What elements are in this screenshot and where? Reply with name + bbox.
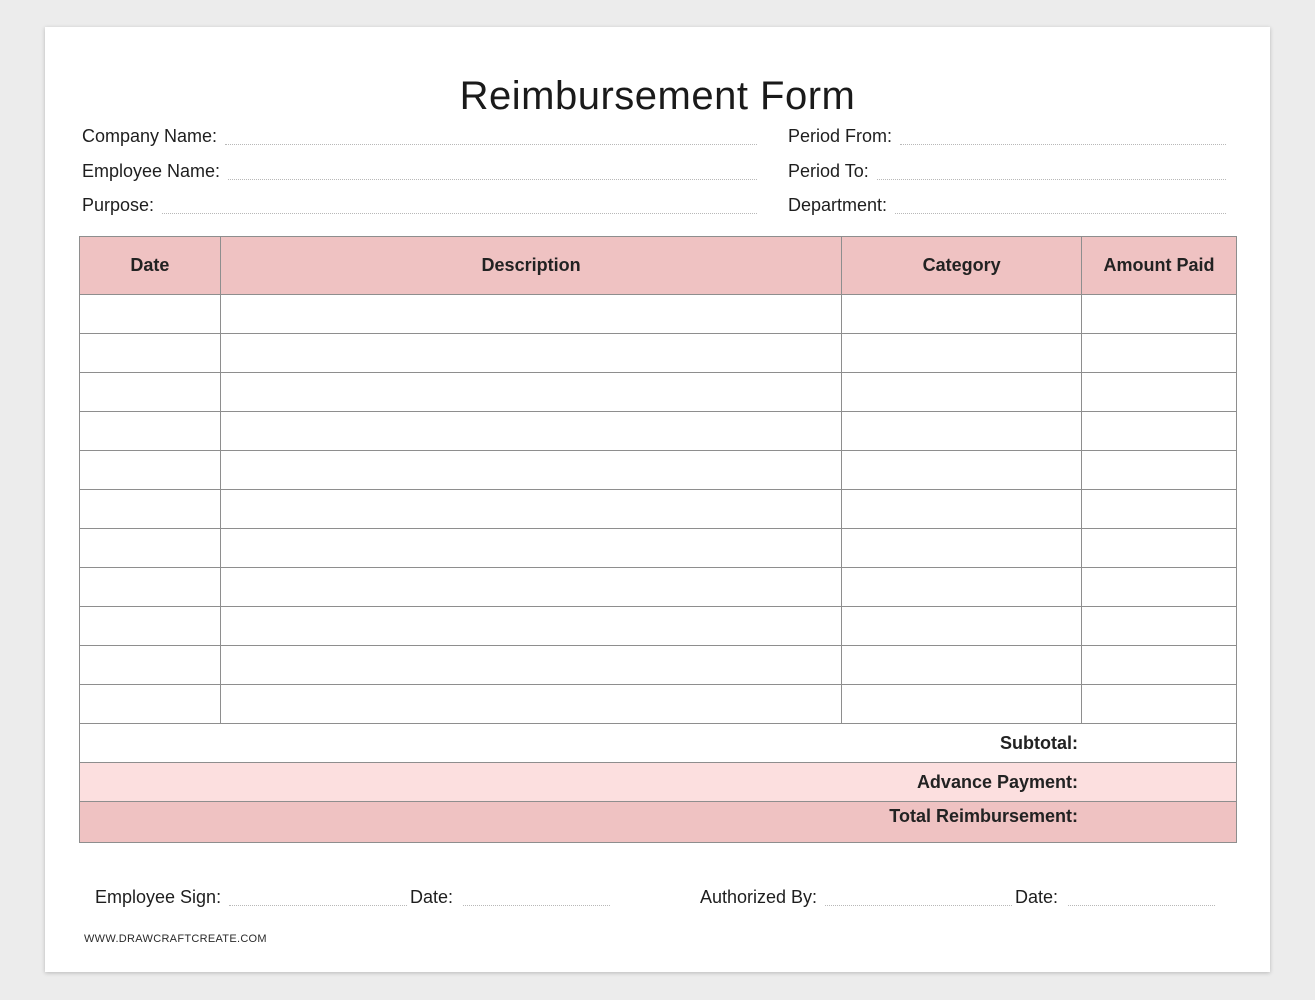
amount-cell[interactable]	[1082, 568, 1237, 607]
authorized-date-label: Date:	[1015, 887, 1059, 907]
table-row	[80, 295, 1237, 334]
amount-cell[interactable]	[1082, 685, 1237, 724]
description-cell[interactable]	[220, 412, 841, 451]
date-cell[interactable]	[80, 490, 221, 529]
table-row	[80, 685, 1237, 724]
purpose-input-line[interactable]	[162, 213, 757, 214]
description-cell[interactable]	[220, 373, 841, 412]
description-cell[interactable]	[220, 334, 841, 373]
table-header-row	[80, 237, 1237, 295]
employee-sign-field[interactable]	[95, 884, 407, 908]
department-input-line[interactable]	[895, 213, 1226, 214]
total-reimbursement-row	[80, 802, 1237, 843]
date-cell[interactable]	[80, 529, 221, 568]
advance-payment-row	[80, 763, 1237, 802]
header-amount-paid: Amount Paid	[1082, 237, 1237, 295]
period-from-label: Period From:	[788, 126, 893, 146]
department-label: Department:	[788, 195, 888, 215]
table-row	[80, 373, 1237, 412]
department-field[interactable]	[788, 192, 1226, 216]
date-cell[interactable]	[80, 685, 221, 724]
date-cell[interactable]	[80, 373, 221, 412]
employee-date-label: Date:	[410, 887, 454, 907]
form-title: Reimbursement Form	[459, 74, 856, 118]
table-row	[80, 646, 1237, 685]
category-cell[interactable]	[842, 646, 1082, 685]
amount-cell[interactable]	[1082, 646, 1237, 685]
header-description: Description	[220, 237, 841, 295]
date-cell[interactable]	[80, 607, 221, 646]
date-cell[interactable]	[80, 451, 221, 490]
table-row	[80, 412, 1237, 451]
category-cell[interactable]	[842, 334, 1082, 373]
table-row	[80, 607, 1237, 646]
employee-name-label: Employee Name:	[82, 161, 221, 181]
table-row	[80, 568, 1237, 607]
table-row	[80, 334, 1237, 373]
date-cell[interactable]	[80, 412, 221, 451]
amount-cell[interactable]	[1082, 334, 1237, 373]
period-to-input-line[interactable]	[877, 179, 1226, 180]
table-row	[80, 451, 1237, 490]
date-cell[interactable]	[80, 334, 221, 373]
purpose-label: Purpose:	[82, 195, 155, 215]
table-row	[80, 529, 1237, 568]
description-cell[interactable]	[220, 568, 841, 607]
authorized-by-label: Authorized By:	[700, 887, 818, 907]
employee-date-field[interactable]	[410, 884, 610, 908]
authorized-by-field[interactable]	[700, 884, 1012, 908]
company-name-input-line[interactable]	[225, 144, 757, 145]
employee-sign-label: Employee Sign:	[95, 887, 222, 907]
date-cell[interactable]	[80, 646, 221, 685]
period-from-field[interactable]	[788, 123, 1226, 147]
description-cell[interactable]	[220, 490, 841, 529]
company-name-field[interactable]	[82, 123, 757, 147]
amount-cell[interactable]	[1082, 607, 1237, 646]
category-cell[interactable]	[842, 490, 1082, 529]
category-cell[interactable]	[842, 568, 1082, 607]
authorized-date-field[interactable]	[1015, 884, 1215, 908]
employee-name-field[interactable]	[82, 158, 757, 182]
category-cell[interactable]	[842, 529, 1082, 568]
amount-cell[interactable]	[1082, 295, 1237, 334]
employee-sign-line[interactable]	[229, 905, 407, 906]
amount-cell[interactable]	[1082, 412, 1237, 451]
company-name-label: Company Name:	[82, 126, 218, 146]
authorized-date-line[interactable]	[1068, 905, 1215, 906]
employee-name-input-line[interactable]	[228, 179, 757, 180]
subtotal-row	[80, 724, 1237, 763]
description-cell[interactable]	[220, 295, 841, 334]
period-to-label: Period To:	[788, 161, 869, 181]
amount-cell[interactable]	[1082, 451, 1237, 490]
period-from-input-line[interactable]	[900, 144, 1226, 145]
amount-cell[interactable]	[1082, 373, 1237, 412]
date-cell[interactable]	[80, 568, 221, 607]
category-cell[interactable]	[842, 412, 1082, 451]
employee-date-line[interactable]	[463, 905, 610, 906]
description-cell[interactable]	[220, 529, 841, 568]
header-date: Date	[80, 237, 221, 295]
authorized-by-line[interactable]	[825, 905, 1012, 906]
category-cell[interactable]	[842, 607, 1082, 646]
table-row	[80, 490, 1237, 529]
category-cell[interactable]	[842, 295, 1082, 334]
amount-cell[interactable]	[1082, 529, 1237, 568]
purpose-field[interactable]	[82, 192, 757, 216]
description-cell[interactable]	[220, 607, 841, 646]
amount-cell[interactable]	[1082, 490, 1237, 529]
category-cell[interactable]	[842, 451, 1082, 490]
website-credit: WWW.DRAWCRAFTCREATE.COM	[84, 933, 267, 945]
category-cell[interactable]	[842, 373, 1082, 412]
total-reimbursement-label: Total Reimbursement:	[80, 802, 1237, 843]
category-cell[interactable]	[842, 685, 1082, 724]
header-category: Category	[842, 237, 1082, 295]
form-sheet	[45, 27, 1270, 972]
advance-payment-label: Advance Payment:	[80, 763, 1237, 802]
date-cell[interactable]	[80, 295, 221, 334]
description-cell[interactable]	[220, 646, 841, 685]
description-cell[interactable]	[220, 685, 841, 724]
period-to-field[interactable]	[788, 158, 1226, 182]
subtotal-label: Subtotal:	[80, 724, 1237, 763]
description-cell[interactable]	[220, 451, 841, 490]
expense-table	[79, 236, 1237, 843]
